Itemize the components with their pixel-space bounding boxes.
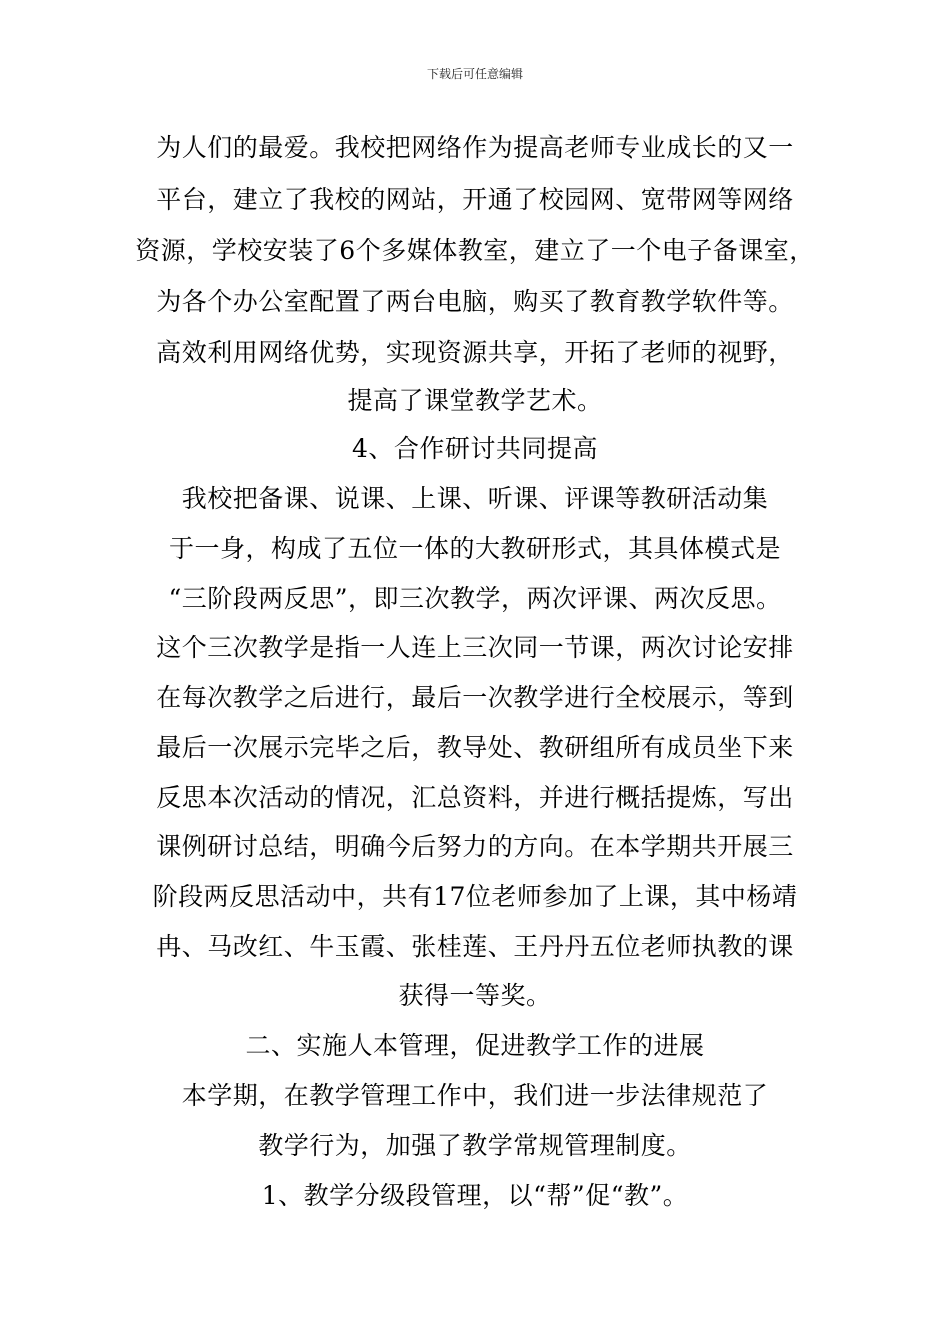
text-line: 为人们的最爱。我校把网络作为提高老师专业成长的又一 — [156, 133, 794, 162]
text-line: 高效利用网络优势，实现资源共享，开拓了老师的视野， — [156, 338, 794, 367]
section-heading: 二、实施人本管理，促进教学工作的进展 — [245, 1031, 705, 1060]
text-line: 本学期，在教学管理工作中，我们进一步法律规范了 — [181, 1081, 769, 1110]
text-line: 反思本次活动的情况，汇总资料，并进行概括提炼，写出 — [156, 783, 794, 812]
text-line: 这个三次教学是指一人连上三次同一节课，两次讨论安排 — [156, 633, 794, 662]
text-line: 冉、马改红、牛玉霞、张桂莲、王丹丹五位老师执教的课 — [156, 932, 794, 961]
section-heading: 4、合作研讨共同提高 — [352, 434, 598, 463]
text-line: 提高了课堂教学艺术。 — [347, 386, 603, 415]
page-header-note: 下载后可任意编辑 — [426, 67, 523, 81]
text-line: 教学行为，加强了教学常规管理制度。 — [258, 1131, 692, 1160]
text-line: 课例研讨总结，明确今后努力的方向。在本学期共开展三 — [156, 832, 794, 861]
text-line: 获得一等奖。 — [398, 981, 552, 1010]
text-line: 我校把备课、说课、上课、听课、评课等教研活动集 — [181, 484, 769, 513]
text-line: 最后一次展示完毕之后，教导处、教研组所有成员坐下来 — [156, 733, 794, 762]
section-heading: 1、教学分级段管理，以“帮”促“教”。 — [261, 1181, 689, 1210]
text-line: 阶段两反思活动中，共有17位老师参加了上课，其中杨靖 — [152, 882, 798, 911]
text-line: 在每次教学之后进行，最后一次教学进行全校展示，等到 — [156, 683, 794, 712]
text-line: 为各个办公室配置了两台电脑，购买了教育教学软件等。 — [156, 287, 794, 316]
text-line: 资源，学校安装了6个多媒体教室，建立了一个电子备课室， — [135, 236, 815, 265]
text-line: 于一身，构成了五位一体的大教研形式，其具体模式是 — [168, 534, 781, 563]
text-line: “三阶段两反思”，即三次教学，两次评课、两次反思。 — [168, 584, 782, 613]
text-line: 平台，建立了我校的网站，开通了校园网、宽带网等网络 — [156, 185, 794, 214]
